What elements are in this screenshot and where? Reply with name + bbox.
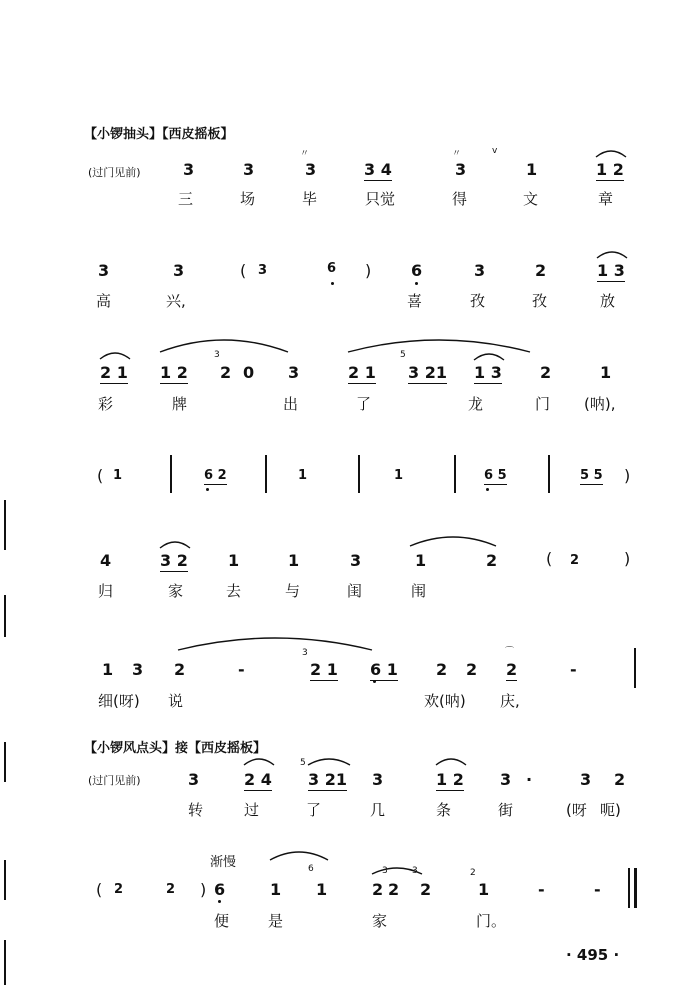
dash: - [570, 660, 577, 679]
note: 3 [474, 261, 486, 280]
note: 1 [394, 468, 404, 483]
lyric: 龙 [468, 395, 484, 413]
margin-rule [4, 860, 6, 900]
lyric: 欢(呐) [424, 692, 466, 710]
lyric: 几 [370, 801, 386, 819]
lyric: 门。 [476, 912, 507, 930]
breath-mark: v [492, 146, 498, 156]
lyric: 喜 [407, 292, 423, 310]
dash: - [594, 880, 601, 899]
lyric: 放 [600, 292, 616, 310]
lyric: 三 [178, 190, 194, 208]
note-group: 6 2 [204, 468, 227, 483]
grace-note: 3 [382, 866, 388, 876]
note-group: 1 3 [474, 363, 502, 382]
dash: - [538, 880, 545, 899]
grace-note: 5 [300, 758, 306, 768]
lyric: 彩 [98, 395, 114, 413]
note: 3 [132, 660, 144, 679]
note: 1 [298, 468, 308, 483]
dot-mark: · [526, 770, 533, 789]
slur [408, 530, 498, 548]
prelude-label: (过门见前) [88, 774, 141, 787]
lyric: 便 [214, 912, 230, 930]
note: 2 [388, 880, 400, 899]
paren: ( [546, 549, 553, 568]
lyric: (呐), [584, 395, 616, 413]
paren: ) [624, 466, 631, 485]
note-group: 1 2 [436, 770, 464, 789]
barline [548, 455, 550, 493]
lyric: 了 [306, 801, 322, 819]
lyric: 孜 [470, 292, 486, 310]
lyric: 说 [168, 692, 184, 710]
lyric: (呀 [566, 801, 587, 819]
lyric: 归 [98, 582, 114, 600]
note: 3 [455, 160, 467, 179]
grace-note: 6 [308, 864, 314, 874]
slur [434, 753, 468, 767]
slur [306, 753, 352, 767]
note: 2 [174, 660, 186, 679]
low-octave-dot [415, 282, 418, 285]
lyric: 兴, [166, 292, 186, 310]
note: 1 [478, 880, 490, 899]
lyric: 章 [598, 190, 614, 208]
grace-note: 3 [412, 866, 418, 876]
lyric: 闺 [347, 582, 363, 600]
lyric: 是 [268, 912, 284, 930]
grace-note: 2 [470, 868, 476, 878]
section-header: 【小锣抽头】【西皮摇板】 [84, 127, 234, 142]
slur [176, 630, 374, 652]
note: 4 [100, 551, 112, 570]
low-octave-dot [373, 680, 376, 683]
slur [158, 536, 192, 550]
lyric: 孜 [532, 292, 548, 310]
note: 3 [288, 363, 300, 382]
low-octave-dot [206, 488, 209, 491]
note-group: 6 1 [370, 660, 398, 679]
note: 2 [570, 553, 580, 568]
lyric: 家 [168, 582, 184, 600]
prelude-label: (过门见前) [88, 166, 141, 179]
note: 6 [411, 261, 423, 280]
note: 2 [486, 551, 498, 570]
low-octave-dot [331, 282, 334, 285]
note: 1 [415, 551, 427, 570]
note-group: 3 4 [364, 160, 392, 179]
note-group: 3 2 [160, 551, 188, 570]
note: 2 [614, 770, 626, 789]
note: 3 [372, 770, 384, 789]
lyric: 场 [240, 190, 256, 208]
note-group: 2 4 [244, 770, 272, 789]
note: 3 [305, 160, 317, 179]
slur [158, 332, 290, 354]
lyric: 转 [188, 801, 204, 819]
low-octave-dot [218, 900, 221, 903]
note: 1 [270, 880, 282, 899]
paren: ( [97, 466, 104, 485]
note: 0 [243, 363, 255, 382]
note-group: 3 21 [408, 363, 447, 382]
lyric: 街 [498, 801, 514, 819]
note: 2 [540, 363, 552, 382]
slur [472, 348, 506, 362]
lyric: 得 [452, 190, 468, 208]
note: 6 [327, 261, 337, 276]
note: 1 [288, 551, 300, 570]
note: 2 [466, 660, 478, 679]
margin-rule [4, 595, 6, 637]
note: 2 [535, 261, 547, 280]
paren: ) [365, 261, 372, 280]
margin-rule [4, 940, 6, 985]
fermata: ⌒ [505, 647, 515, 657]
note: 2 [420, 880, 432, 899]
tempo-marking: 渐慢 [210, 855, 237, 870]
lyric: 过 [244, 801, 260, 819]
note: 3 [243, 160, 255, 179]
page-number: · 495 · [566, 946, 620, 964]
lyric: 毕 [302, 190, 318, 208]
note: 1 [316, 880, 328, 899]
barline [170, 455, 172, 493]
lyric: 庆, [500, 692, 520, 710]
lyric: 与 [285, 582, 301, 600]
note-group: 5 5 [580, 468, 603, 483]
note: 1 [102, 660, 114, 679]
slur [268, 846, 330, 862]
barline [628, 868, 630, 908]
note: 1 [113, 468, 123, 483]
note-group: 2 1 [348, 363, 376, 382]
note: 1 [600, 363, 612, 382]
note-group: 2 1 [100, 363, 128, 382]
note-group: 3 21 [308, 770, 347, 789]
paren: ) [200, 880, 207, 899]
note: 3 [98, 261, 110, 280]
note: 3 [188, 770, 200, 789]
slur [594, 145, 628, 159]
note-group: 1 2 [160, 363, 188, 382]
slur [595, 246, 629, 260]
dash: - [238, 660, 245, 679]
lyric: 门 [535, 395, 551, 413]
note: 2 [436, 660, 448, 679]
final-barline [634, 868, 637, 908]
lyric: 高 [96, 292, 112, 310]
paren: ( [96, 880, 103, 899]
note: 2 [372, 880, 384, 899]
note: 3 [580, 770, 592, 789]
grace-note: 5 [400, 350, 406, 360]
accent-mark: 〃 [452, 149, 462, 159]
lyric: 条 [436, 801, 452, 819]
lyric: 出 [283, 395, 299, 413]
lyric: 只觉 [365, 190, 396, 208]
note: 2 [114, 882, 124, 897]
section-header: 【小锣风点头】接【西皮摇板】 [84, 741, 267, 756]
lyric: 闱 [411, 582, 427, 600]
paren: ( [240, 261, 247, 280]
note-group: 2 1 [310, 660, 338, 679]
low-octave-dot [486, 488, 489, 491]
note: 1 [526, 160, 538, 179]
grace-note: 3 [214, 350, 220, 360]
note-group: 6 5 [484, 468, 507, 483]
note-group: 1 2 [596, 160, 624, 179]
margin-rule [4, 742, 6, 782]
note: 2 [220, 363, 232, 382]
lyric: 去 [226, 582, 242, 600]
note-group: 1 3 [597, 261, 625, 280]
slur [98, 347, 132, 361]
note: 2 [506, 660, 518, 679]
accent-mark: 〃 [300, 149, 310, 159]
barline [454, 455, 456, 493]
grace-note: 3 [302, 648, 308, 658]
lyric: 文 [523, 190, 539, 208]
note: 2 [166, 882, 176, 897]
note: 6 [214, 880, 226, 899]
barline [634, 648, 636, 688]
barline [265, 455, 267, 493]
note: 3 [173, 261, 185, 280]
lyric: 细(呀) [98, 692, 140, 710]
lyric: 呃) [600, 801, 621, 819]
lyric: 家 [372, 912, 388, 930]
note: 3 [183, 160, 195, 179]
note: 3 [258, 263, 268, 278]
note: 3 [350, 551, 362, 570]
note: 1 [228, 551, 240, 570]
lyric: 了 [356, 395, 372, 413]
barline [358, 455, 360, 493]
margin-rule [4, 500, 6, 550]
note: 3 [500, 770, 512, 789]
slur [242, 753, 276, 767]
paren: ) [624, 549, 631, 568]
lyric: 牌 [172, 395, 188, 413]
